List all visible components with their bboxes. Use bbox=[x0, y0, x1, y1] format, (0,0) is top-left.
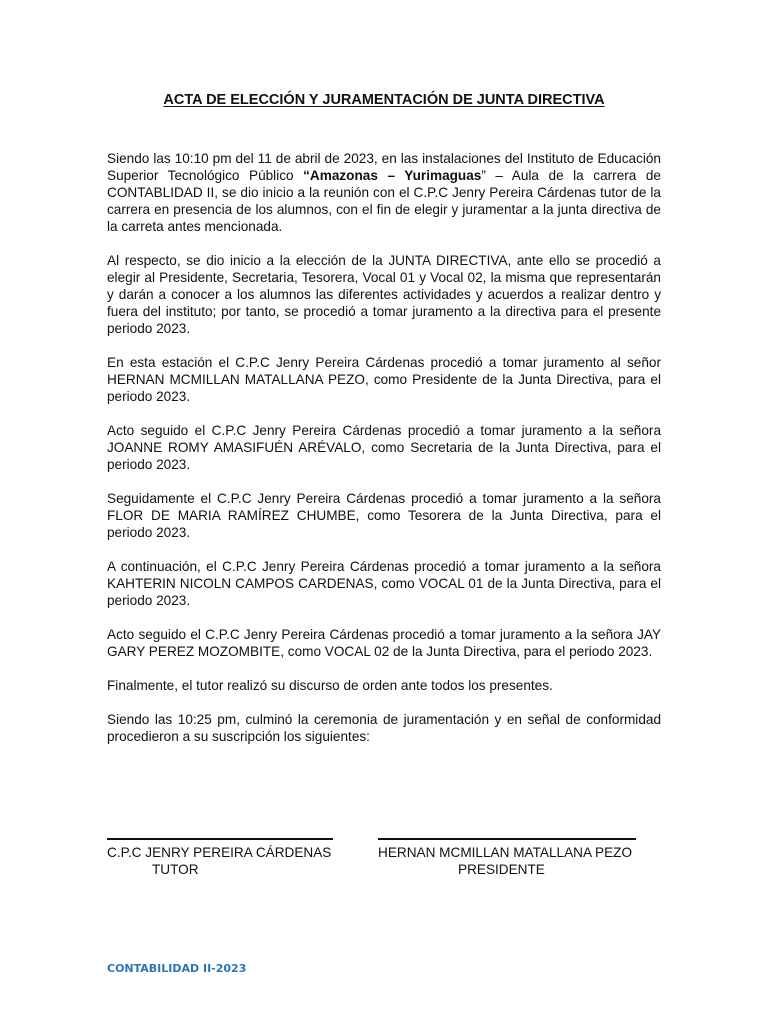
paragraph-vocal-01: A continuación, el C.P.C Jenry Pereira Cárdenas procedió a tomar juramento a la señora KAHTERIN NICOLN CAMPOS CARDENAS, como VOCAL 01 de la Junta Directiva, para el periodo 2023. bbox=[107, 559, 661, 608]
signatory-name: HERNAN MCMILLAN MATALLANA PEZO bbox=[378, 845, 633, 860]
signature-block-president bbox=[378, 838, 678, 878]
signatory-role: PRESIDENTE bbox=[458, 862, 545, 877]
document-body bbox=[107, 150, 661, 762]
paragraph-secretary: Acto seguido el C.P.C Jenry Pereira Cárdenas procedió a tomar juramento a la señora JOANNE ROMY AMASIFUÉN ARÉVALO, como Secretaria de la Junta Directiva, para el periodo 2023. bbox=[107, 423, 661, 472]
intro-text-end: ” – Aula de la carrera de CONTABLIDAD II, se dio inicio a la reunión con el C.P.C Jenry Pereira Cárdenas tutor de la carrera en presencia de los alumnos, con el fin de elegir y juramentar a la junta directiva de la carreta antes mencionada. bbox=[107, 168, 661, 234]
paragraph-intro bbox=[107, 150, 661, 235]
institute-name: “Amazonas – Yurimaguas bbox=[303, 168, 482, 183]
intro-text-start: Siendo las 10:10 pm del 11 de abril de 2023, en las instalaciones del Instituto de Educación Superior Tecnológico Público bbox=[107, 151, 661, 183]
paragraph-closing-speech: Finalmente, el tutor realizó su discurso de orden ante todos los presentes. bbox=[107, 678, 553, 693]
signatory-name: C.P.C JENRY PEREIRA CÁRDENAS bbox=[107, 845, 332, 860]
signature-line bbox=[378, 838, 636, 840]
paragraph-conclusion: Siendo las 10:25 pm, culminó la ceremonia de juramentación y en señal de conformidad procedieron a su suscripción los siguientes: bbox=[107, 712, 661, 744]
document-title: ACTA DE ELECCIÓN Y JURAMENTACIÓN DE JUNTA DIRECTIVA bbox=[163, 92, 605, 108]
paragraph-treasurer: Seguidamente el C.P.C Jenry Pereira Cárdenas procedió a tomar juramento a la señora FLOR DE MARIA RAMÍREZ CHUMBE, como Tesorera de la Junta Directiva, para el periodo 2023. bbox=[107, 491, 661, 540]
page-footer: CONTABILIDAD II-2023 bbox=[107, 962, 247, 975]
paragraph-election: Al respecto, se dio inicio a la elección de la JUNTA DIRECTIVA, ante ello se procedió a elegir al Presidente, Secretaria, Tesorera, Vocal 01 y Vocal 02, la misma que representarán y darán a conocer a los alumnos las diferentes actividades y acuerdos a realizar dentro y fuera del instituto; por tanto, se procedió a tomar juramento a la directiva para el presente periodo 2023. bbox=[107, 253, 661, 336]
paragraph-president: En esta estación el C.P.C Jenry Pereira Cárdenas procedió a tomar juramento al señor HERNAN MCMILLAN MATALLANA PEZO, como Presidente de la Junta Directiva, para el periodo 2023. bbox=[107, 355, 661, 404]
signature-line bbox=[107, 838, 333, 840]
signatory-role: TUTOR bbox=[152, 862, 199, 877]
paragraph-vocal-02: Acto seguido el C.P.C Jenry Pereira Cárdenas procedió a tomar juramento a la señora JAY GARY PEREZ MOZOMBITE, como VOCAL 02 de la Junta Directiva, para el periodo 2023. bbox=[107, 627, 661, 659]
signature-block-tutor bbox=[107, 838, 347, 878]
